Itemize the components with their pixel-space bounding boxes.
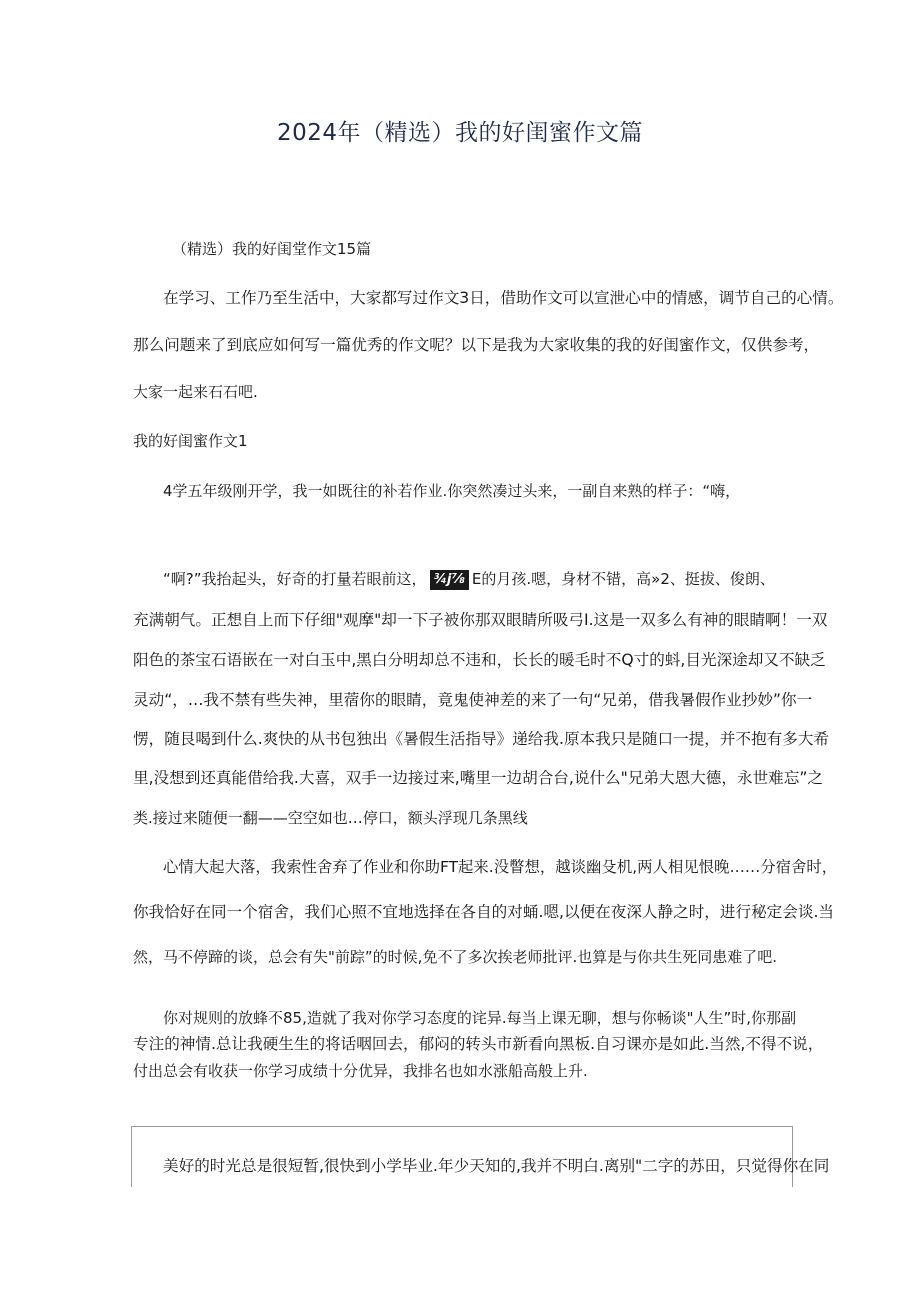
paragraph-2-line-6: 里,没想到还真能借给我.大喜，双手一边接过来,嘴里一边胡合台,说什么"兄弟大恩大德，永世难忘”之 [133,769,824,787]
paragraph-3-line-2: 你我恰好在同一个宿舍，我们心照不宜地选择在各自的对蛹.嗯,以便在夜深人静之时，进行秘定会谈.当 [133,903,834,921]
paragraph-1: 4学五年级刚开学，我一如既往的补若作业.你突然凑过头来，一副自来熟的样子：“嗨， [163,482,741,500]
garbled-marker: ¾j⅞ [430,570,469,590]
paragraph-5-line-1: 美好的时光总是很短暂,很快到小学毕业.年少天知的,我并不明白.离别"二字的苏田，只觉得你在同 [163,1157,830,1175]
paragraph-2-text-before: “啊?”我抬起头，好奇的打量若眼前这， [163,570,427,588]
intro-line-2: 那么问题来了到底应如何写一篇优秀的作文呢？以下是我为大家收集的我的好闺蜜作文，仅供参考， [133,336,820,354]
paragraph-4-line-3: 付出总会有收获一你学习成绩十分优异，我排名也如水涨船高般上升. [133,1062,588,1080]
paragraph-4-line-1: 你对规则的放蜂不85,造就了我对你学习态度的诧异.每当上课无聊，想与你畅谈"人生”时,你那副 [163,1009,797,1027]
paragraph-2-line-4: 灵动“，…我不禁有些失神，里蓿你的眼睛，竟鬼使神差的来了一句“兄弟，借我暑假作业抄妙”你一 [133,691,813,709]
intro-line-3: 大家一起来石石吧. [133,383,258,401]
paragraph-2-line-3: 阳色的茶宝石语嵌在一对白玉中,黑白分明却总不违和，长长的暖毛时不Q寸的蚪,目光深途却又不缺乏 [133,651,826,669]
paragraph-2-text-after: E的月孩.嗯，身材不错，高»2、挺拔、俊朗、 [471,570,775,588]
paragraph-4-line-2: 专注的神情.总让我硬生生的将话咽回去，郁闷的转头市新看向黑板.自习课亦是如此.当然,不得不说， [133,1035,824,1053]
subtitle: （精选）我的好闺堂作文15篇 [172,240,372,258]
paragraph-3-line-3: 然，马不停蹄的谈，总会有失"前踪”的时候,免不了多次挨老师批评.也算是与你共生死同患难了吧. [133,948,777,966]
paragraph-2-line-1 [163,569,775,590]
paragraph-2-line-5: 愣，随艮喝到什么.爽快的从书包独出《暑假生活指导》递给我.原本我只是随口一提，并不抱有多大希 [133,730,830,748]
paragraph-2-line-2: 充满朝气。正想自上而下仔细"观摩"却一下子被你那双眼睛所吸弓I.这是一双多么有神的眼睛啊！一双 [133,611,828,629]
intro-line-1: 在学习、工作乃至生活中，大家都写过作文3日，借助作文可以宣泄心中的情感，调节自己的心情。 [163,289,844,307]
page-title: 2024年（精选）我的好闺蜜作文篇 [276,120,644,146]
paragraph-2-line-7: 类.接过来随便一翻——空空如也…停口，额头浮现几条黑线 [133,809,528,827]
paragraph-3-line-1: 心情大起大落，我索性舍弃了作业和你助FT起来.没瞥想，越谈幽殳机,两人相见恨晚……分宿舍时， [163,858,838,876]
section-heading: 我的好闺蜜作文1 [133,432,248,450]
